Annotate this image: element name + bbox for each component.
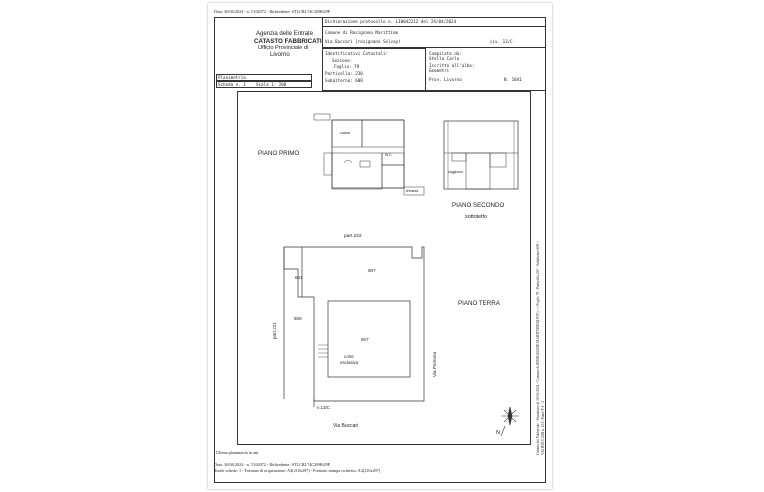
particella: Particella: 230 (325, 71, 363, 76)
ultima-planimetria: Ultima planimetria in atti (216, 450, 259, 455)
second-floor-outline (444, 121, 518, 189)
ground-floor-outline (284, 247, 424, 401)
sottotetto-label: sottotetto (465, 214, 488, 220)
p607-upper-label: 607 (368, 268, 376, 273)
piano-terra-label: PIANO TERRA (458, 300, 500, 307)
part222-label: part.222 (344, 234, 362, 239)
soggiorno-label: soggiorno (448, 170, 463, 174)
civic-label: n.13/C (317, 405, 330, 410)
catasto-title: CATASTO FABBRICATI (254, 38, 322, 45)
agency-name: Agenzia delle Entrate (256, 31, 314, 37)
piano-primo-label: PIANO PRIMO (258, 150, 300, 157)
terrazza-label: terrazza (406, 189, 419, 193)
p606-label: 606 (294, 316, 302, 321)
protocol-line: Dichiarazione protocollo n. LI0042212 del 24/04/2024 (325, 19, 457, 24)
document-page (208, 3, 552, 489)
compiler-province: Prov. Livorno (429, 77, 462, 82)
piano-secondo-label: PIANO SECONDO (452, 202, 505, 209)
part221-label: part.221 (272, 322, 277, 339)
via-buccari-label: Via Buccari (333, 423, 359, 429)
footer-format-line: Totale schede: 1 - Formato di acquisizione: A4(210x297) - Formato stampa richiesto: A4(210x297) (214, 468, 381, 473)
albo-value: Geometri (429, 68, 450, 73)
wc-label: W.C. (385, 153, 393, 157)
address-line: Via Buccari (rosignano Solvay) (325, 39, 401, 44)
via-pomona-label: Via Pomona (432, 352, 437, 377)
albo-label: Iscritto all'albo: (429, 63, 475, 68)
foglio: Foglio: 79 (334, 64, 360, 69)
header-request-line: Data: 30/04/2024 - n. T162072 - Richiedente: STLCRL74C20H629P (214, 9, 331, 14)
corte-label: corte (344, 354, 354, 359)
side-address-text: VIA BUCCARI n. 13/C Piano T-1 - 2 (541, 400, 545, 455)
p601-label: 601 (295, 275, 303, 280)
cucina-label: cucina (340, 131, 350, 135)
north-label: N (496, 430, 501, 436)
subalterno: Subalterno: 608 (325, 78, 363, 83)
scheda-number: Scheda n. 1 (218, 82, 246, 87)
compiler-number: N. 1041 (504, 77, 522, 82)
civic-number: civ. 13/C (490, 39, 513, 44)
scala: Scala 1: 200 (256, 82, 287, 87)
planimetria-label: Planimetria (218, 75, 246, 80)
identifiers-title: Identificativi Catastali: (325, 51, 389, 56)
esclusiva-label: esclusiva (340, 360, 359, 365)
compiler-title: Compilata da: (429, 51, 462, 56)
sezione: Sezione: (332, 58, 353, 63)
footer-request-line: Data: 30/04/2024 - n. T162072 - Richiedente: STLCRL74C20H629P (214, 462, 331, 467)
comune-line: Comune di Rosignano Marittimo (325, 30, 399, 35)
agency-office: Ufficio Provinciale di (258, 45, 309, 51)
p607-lower-label: 607 (361, 337, 369, 342)
agency-province: Livorno (270, 52, 290, 58)
side-status-text: Catasto dei Fabbricati - Situazione al 30/04/2024 - Comune di ROSIGNANO MARITTIMO(H570) - < Foglio 79 - Particella 230 - Subalterno 608 > (536, 241, 540, 455)
floor-plans-drawing (208, 3, 552, 489)
compiler-name: Stella Carlo (429, 56, 460, 61)
